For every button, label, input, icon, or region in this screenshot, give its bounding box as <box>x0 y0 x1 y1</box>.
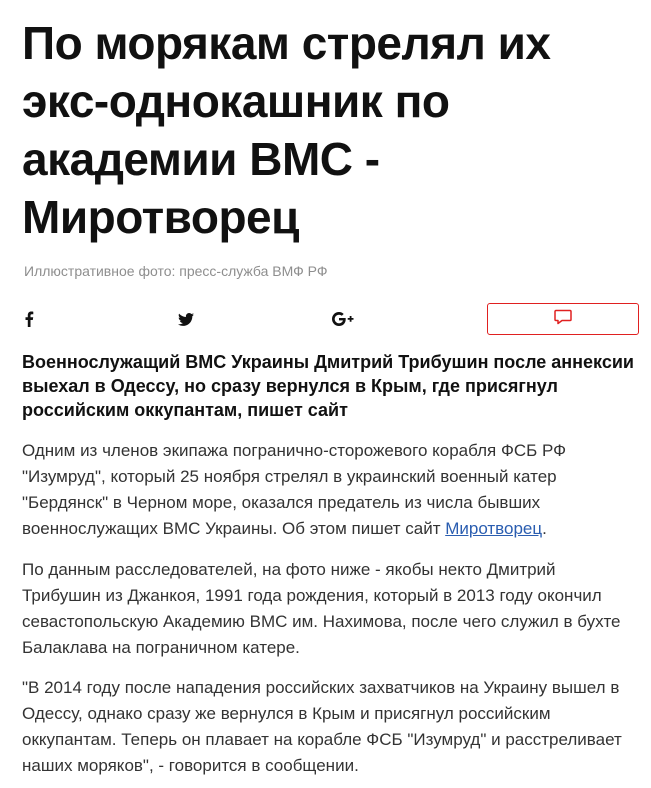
article-headline: По морякам стрелял их экс-однокашник по академии ВМС - Миротворец <box>22 17 551 243</box>
mirotvorets-link[interactable]: Миротворец <box>445 519 543 538</box>
share-bar <box>22 302 642 336</box>
article-lead: Военнослужащий ВМС Украины Дмитрий Трибушин после аннексии выехал в Одессу, но сразу вернулся в Крым, где присягнул российским оккупантам, пишет сайт <box>22 352 634 420</box>
facebook-icon <box>24 311 34 327</box>
google-plus-icon <box>332 312 354 326</box>
photo-caption: Иллюстративное фото: пресс-служба ВМФ РФ <box>24 263 328 279</box>
share-facebook-button[interactable] <box>24 302 54 336</box>
paragraph-text: Одним из членов экипажа погранично-сторожевого корабля ФСБ РФ "Изумруд", который 25 ноября стрелял в украинский военный катер "Бердянск" в Черном море, оказался предатель из числа бывших военнослужащих ВМС Украины. Об этом пишет сайт <box>22 441 567 538</box>
article-paragraph-2: По данным расследователей, на фото ниже - якобы некто Дмитрий Трибушин из Джанкоя, 1991 года рождения, который в 2013 году окончил севастопольскую Академию ВМС им. Нахимова, после чего служил в бухте Балаклава на пограничном катере. <box>22 560 621 657</box>
comments-button[interactable] <box>487 303 639 335</box>
article-paragraph-3: "В 2014 году после нападения российских захватчиков на Украину вышел в Одессу, однако сразу же вернулся в Крым и присягнул российским оккупантам. Теперь он плавает на корабле ФСБ "Изумруд" и расстреливает наших моряков", - говорится в сообщении. <box>22 678 622 775</box>
paragraph-text-end: . <box>542 519 547 538</box>
share-google-plus-button[interactable] <box>332 302 362 336</box>
comment-icon <box>554 309 572 330</box>
twitter-icon <box>178 313 194 326</box>
share-twitter-button[interactable] <box>178 302 208 336</box>
article-paragraph-1 <box>22 438 637 542</box>
